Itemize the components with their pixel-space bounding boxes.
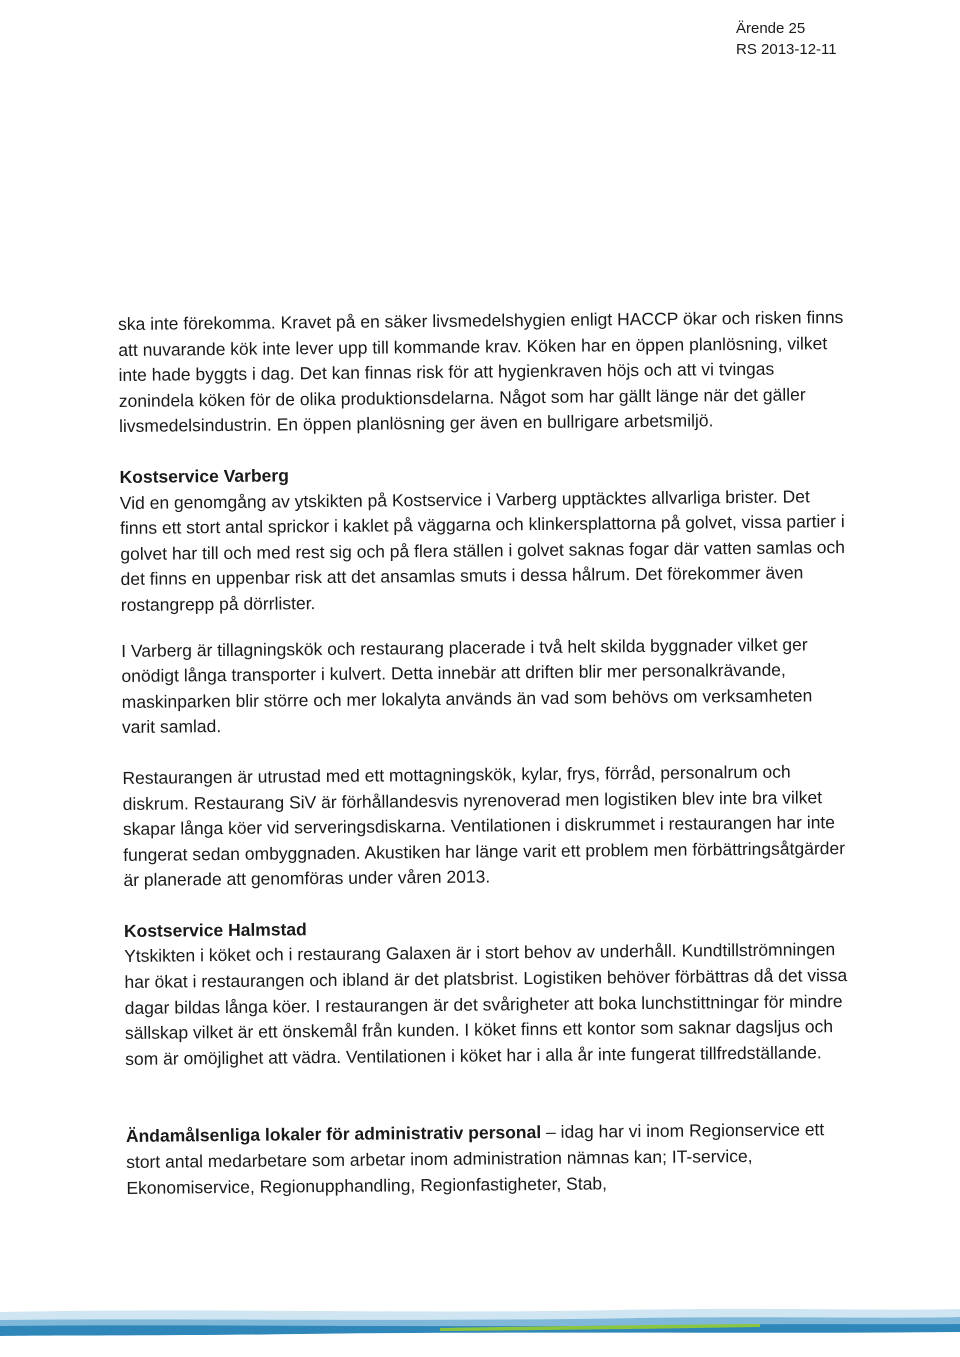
document-header bbox=[736, 18, 837, 60]
section-title-admin: Ändamålsenliga lokaler för administrativ personal bbox=[125, 1122, 542, 1147]
document-body bbox=[118, 305, 855, 1226]
admin-section bbox=[126, 1117, 855, 1201]
section-title-halmstad: Kostservice Halmstad bbox=[123, 919, 307, 941]
varberg-section bbox=[119, 458, 848, 619]
case-reference-date: RS 2013-12-11 bbox=[736, 41, 837, 58]
intro-paragraph: ska inte förekomma. Kravet på en säker livsmedelshygien enligt HACCP ökar och risken finns att nuvarande kök inte lever upp till kommande krav. Köken har en öppen planlösning, vilket inte hade byggts i dag. Det kan finnas risk för att hygienkraven höjs och att vi tvingas zonindela köken för de olika produktionsdelarna. Något som har gällt länge när det gäller livsmedelsindustrin. En öppen planlösning ger även en bullrigare arbetsmiljö. bbox=[118, 307, 844, 437]
halmstad-paragraph: Ytskikten i köket och i restaurang Galaxen är i stort behov av underhåll. Kundtillströmningen har ökat i restaurangen och ibland är det platsbrist. Logistiken behöver förbättras då det vissa dagar bildas långa köer. I restaurangen är det svårigheter att boka lunchstittningar för mindre sällskap vilket är ett önskemål från kunden. I köket finns ett kontor som saknar dagsljus och som är omöjlighet att vädra. Ventilationen i köket har i alla år inte fungerat tillfredställande. bbox=[124, 939, 848, 1069]
varberg-paragraph-2: I Varberg är tillagningskök och restaurang placerade i två helt skilda byggnader vilket ger onödigt långa transporter i kulvert. Detta innebär att driften blir mer personalkrävande, maskinparken blir större och mer lokalyta används än vad som behövs om verksamheten varit samlad. bbox=[121, 633, 813, 738]
section-title-varberg: Kostservice Varberg bbox=[119, 465, 289, 487]
case-number: Ärende 25 bbox=[736, 20, 806, 37]
varberg-paragraph-1: Vid en genomgång av ytskikten på Kostservice i Varberg upptäcktes allvarliga brister. Det finns ett stort antal sprickor i kaklet på väggarna och klinkersplattorna på golvet, vissa partier i golvet har till och med rest sig och på flera ställen i golvet saknas fogar där vatten samlas och det finns en uppenbar risk att det ansamlas smuts i dessa hålrum. Det förekommer även rostangrepp på dörrlister. bbox=[119, 485, 846, 615]
varberg-paragraph-3: Restaurangen är utrustad med ett mottagningskök, kylar, frys, förråd, personalrum och diskrum. Restaurang SiV är förhållandesvis nyrenoverad men logistiken blev inte bra vilket skapar långa köer vid serveringsdiskarna. Ventilationen i diskrummet i restaurangen har inte fungerat sedan ombyggnaden. Akustiken har länge varit ett problem men förbättringsåtgärder är planerade att genomföras under våren 2013. bbox=[122, 761, 846, 891]
footer-decorative-wave bbox=[0, 1298, 960, 1338]
admin-paragraph: – idag har vi inom Regionservice ett stort antal medarbetare som arbetar inom administration nämnas kan; IT-service, Ekonomiservice, Regionupphandling, Regionfastigheter, Stab, bbox=[126, 1119, 825, 1198]
halmstad-section bbox=[124, 912, 853, 1073]
